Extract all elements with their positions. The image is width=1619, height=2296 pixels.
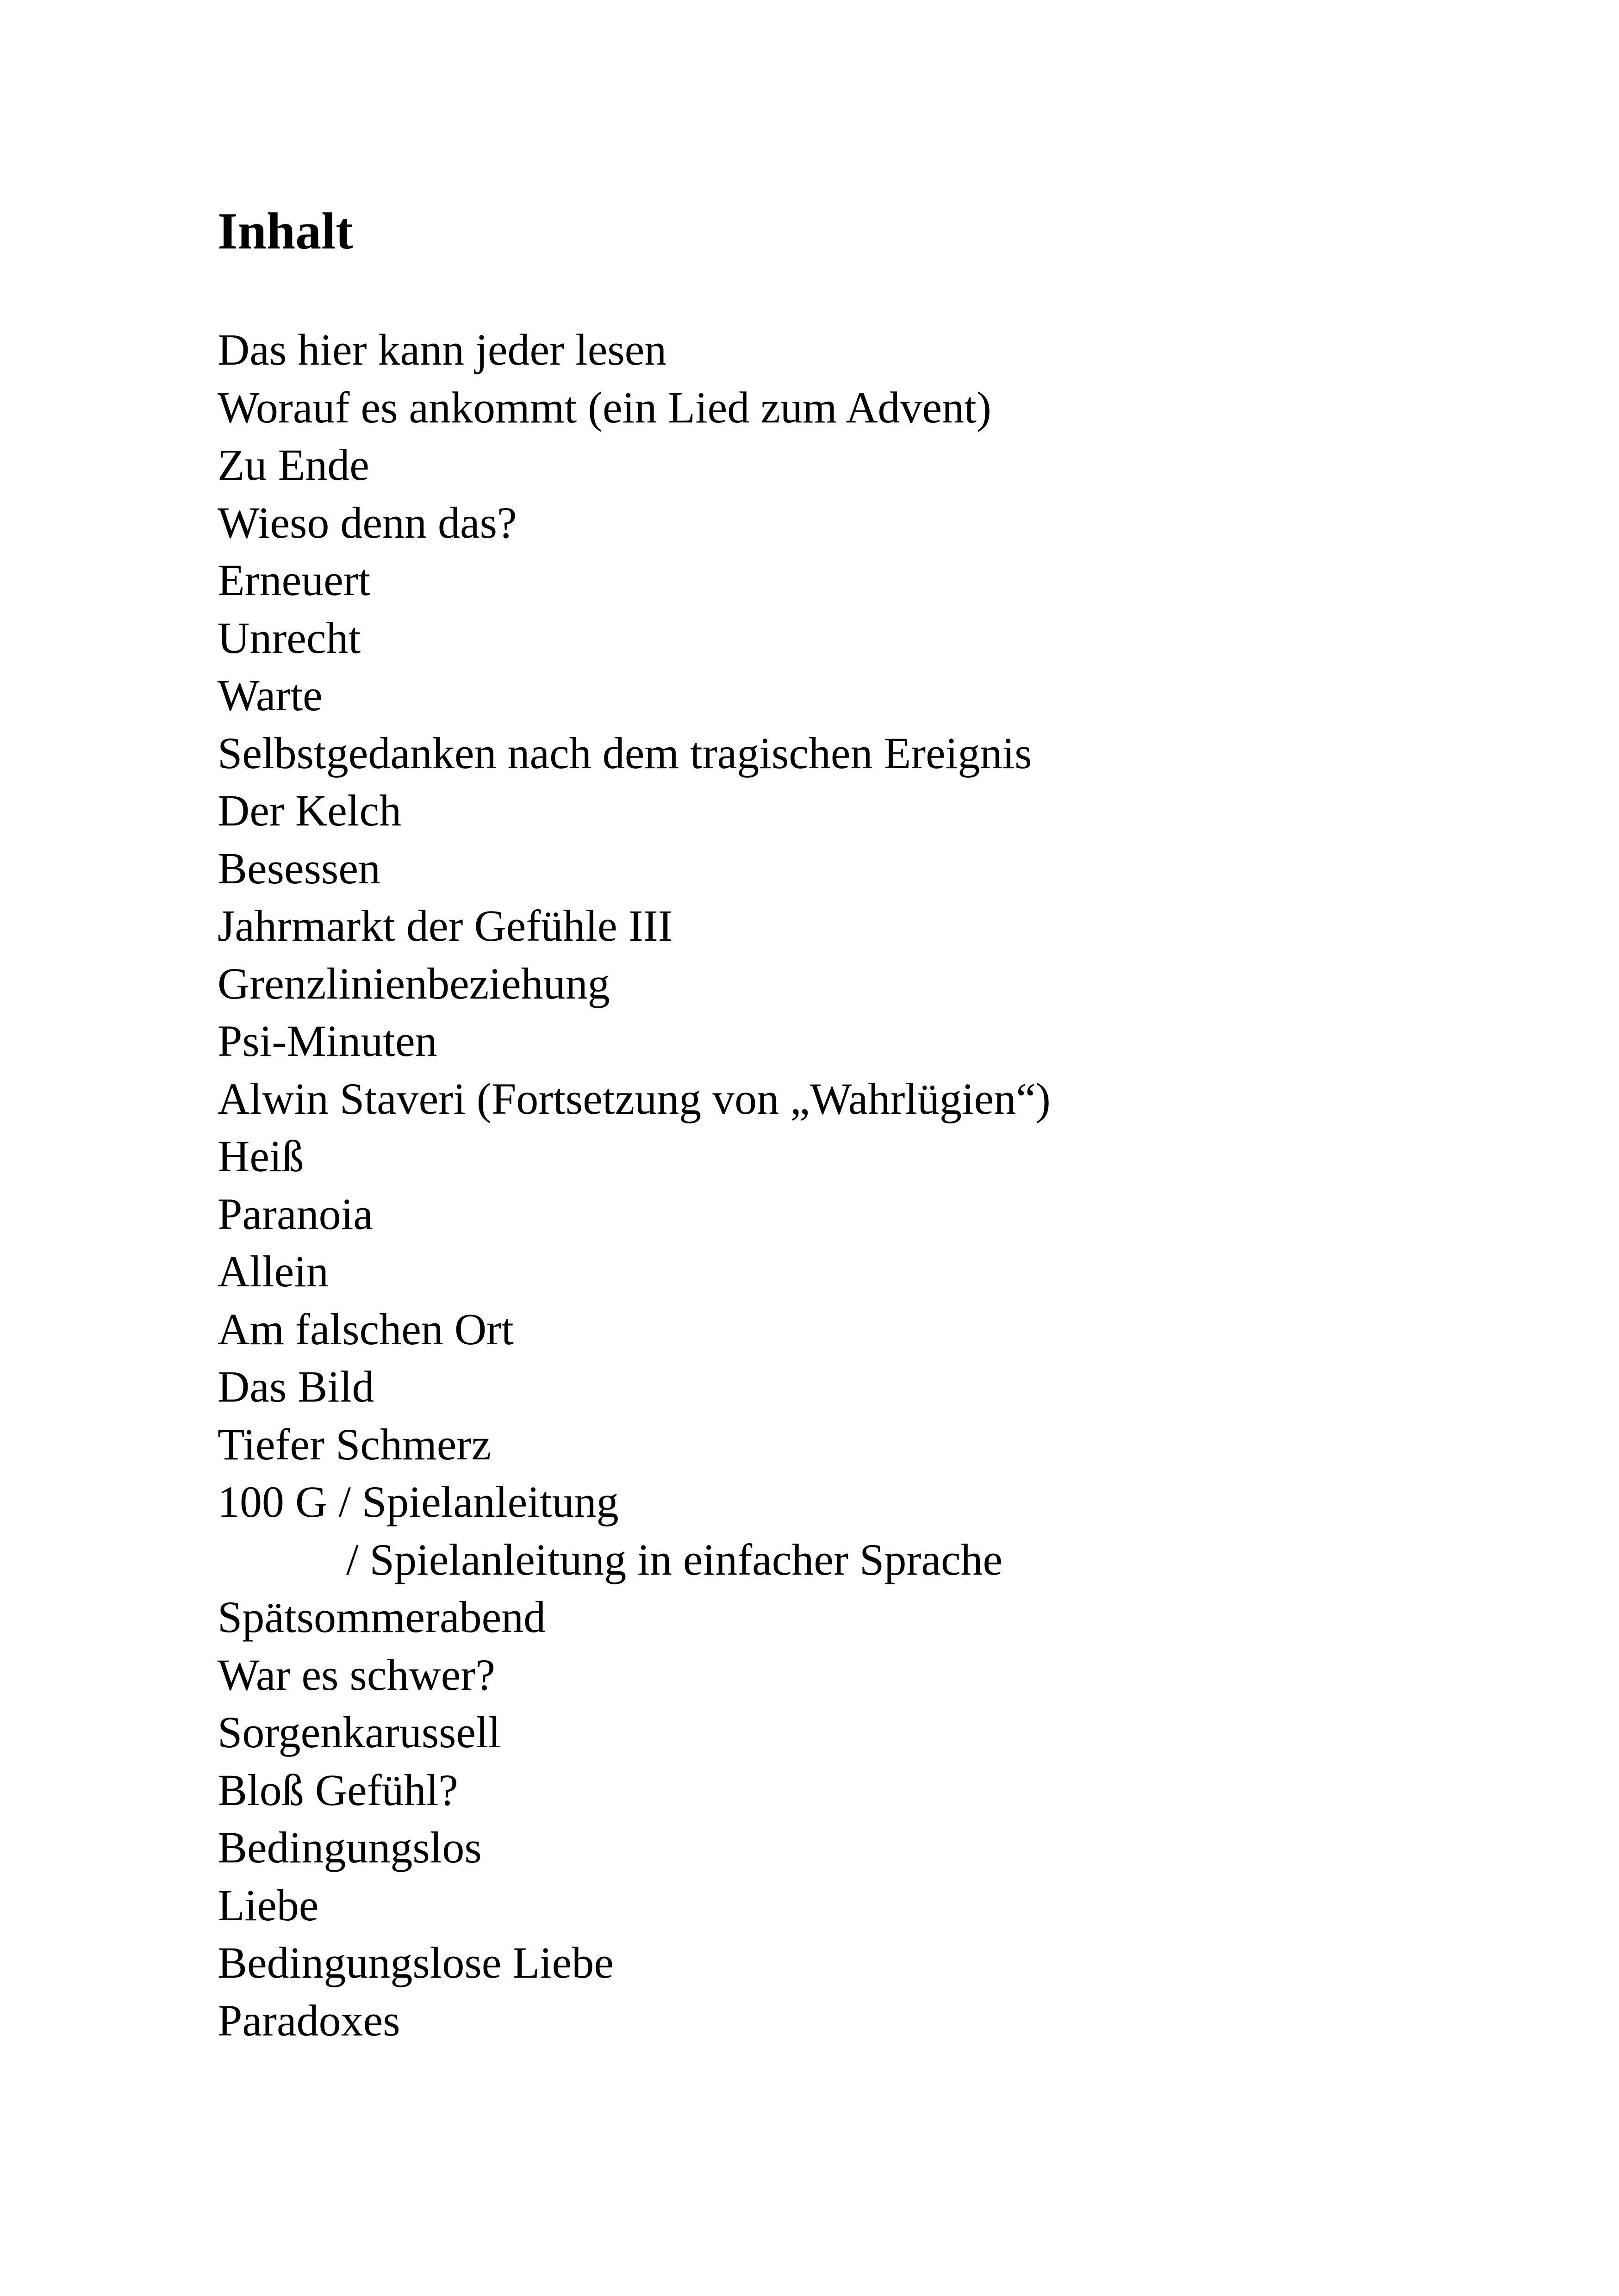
toc-entry: Erneuert [218,555,371,605]
toc-entry: Paradoxes [218,1995,400,2045]
toc-entry: 100 G / Spielanleitung [218,1477,619,1527]
toc-entry: Bedingungslos [218,1823,482,1872]
toc-entry: Alwin Staveri (Fortsetzung von „Wahrlügien“) [218,1074,1051,1123]
toc-entry: Jahrmarkt der Gefühle III [218,901,673,950]
toc-entry: Das Bild [218,1362,374,1411]
toc-entry: Selbstgedanken nach dem tragischen Ereignis [218,728,1032,778]
toc-entry: Zu Ende [218,440,369,490]
toc-entry: Bloß Gefühl? [218,1765,458,1815]
toc-entry: Bedingungslose Liebe [218,1938,614,1987]
toc-entry: Spätsommerabend [218,1592,546,1642]
toc-entry: Sorgenkarussell [218,1707,501,1757]
toc-entry: Worauf es ankommt (ein Lied zum Advent) [218,382,991,432]
toc-entry: Warte [218,670,323,720]
toc-entry: Besessen [218,843,380,893]
toc-entry: Paranoia [218,1189,373,1239]
toc-entry: Grenzlinienbeziehung [218,958,610,1008]
toc-entry: Das hier kann jeder lesen [218,325,667,374]
toc-entry: Am falschen Ort [218,1304,514,1354]
toc-entry: Psi-Minuten [218,1016,437,1066]
toc-entry: War es schwer? [218,1650,495,1700]
toc-entry-indented: / Spielanleitung in einfacher Sprache [346,1534,1003,1584]
toc-entry: Heiß [218,1131,304,1181]
toc-entry: Liebe [218,1880,319,1930]
toc-entry: Unrecht [218,613,361,663]
toc-entry: Der Kelch [218,786,402,835]
toc-entry: Allein [218,1247,329,1296]
toc-entry: Tiefer Schmerz [218,1419,491,1469]
page-title: Inhalt [218,203,353,260]
toc-entry: Wieso denn das? [218,497,517,547]
table-of-contents [218,321,1051,2049]
